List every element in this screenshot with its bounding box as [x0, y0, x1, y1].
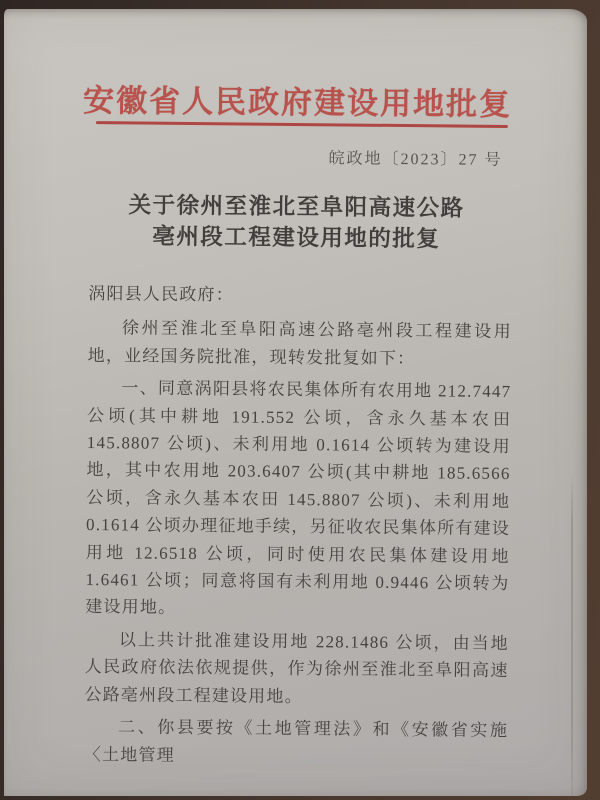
document-title-line1: 关于徐州至淮北至阜阳高速公路 [128, 192, 465, 221]
paper-sheet [4, 9, 587, 796]
salutation: 涡阳县人民政府： [88, 284, 234, 305]
document-body [84, 280, 513, 777]
paragraph-item-1: 一、同意涡阳县将农民集体所有农用地 212.7447 公顷(其中耕地 191.552 公顷，含永久基本农田 145.8807 公顷)、未利用地 0.1614 公顷转为建设用地，其中农用地 203.6407 公顷(其中耕地 185.6566 公顷，含永久基本农田 145.8807 公顷)、未利用地 0.1614 公顷办理征地手续，另征收农民集体所有建设用地 12.6518 公顷，同时使用农民集体建设用地 1.6461 公顷；同意将国有未利用地 0.9446 公顷转为建设用地。 [85, 378, 512, 618]
paragraph-total: 以上共计批准建设用地 228.1486 公顷，由当地人民政府依法依规提供，作为徐州至淮北至阜阳高速公路亳州段工程建设用地。 [84, 630, 510, 706]
document-title-line2: 亳州段工程建设用地的批复 [152, 223, 441, 252]
paper-crease-line [571, 474, 573, 796]
document-content [0, 6, 590, 799]
paragraph-item-2-truncated: 二、你县要按《土地管理法》和《安徽省实施〈土地管理 [83, 717, 509, 765]
document-number: 皖政地〔2023〕27 号 [328, 150, 503, 169]
paragraph-intro: 徐州至淮北至阜阳高速公路亳州段工程建设用地，业经国务院批准，现转发批复如下： [87, 318, 513, 368]
letterhead-title: 安徽省人民政府建设用地批复 [82, 82, 513, 123]
document-title [5, 188, 589, 256]
